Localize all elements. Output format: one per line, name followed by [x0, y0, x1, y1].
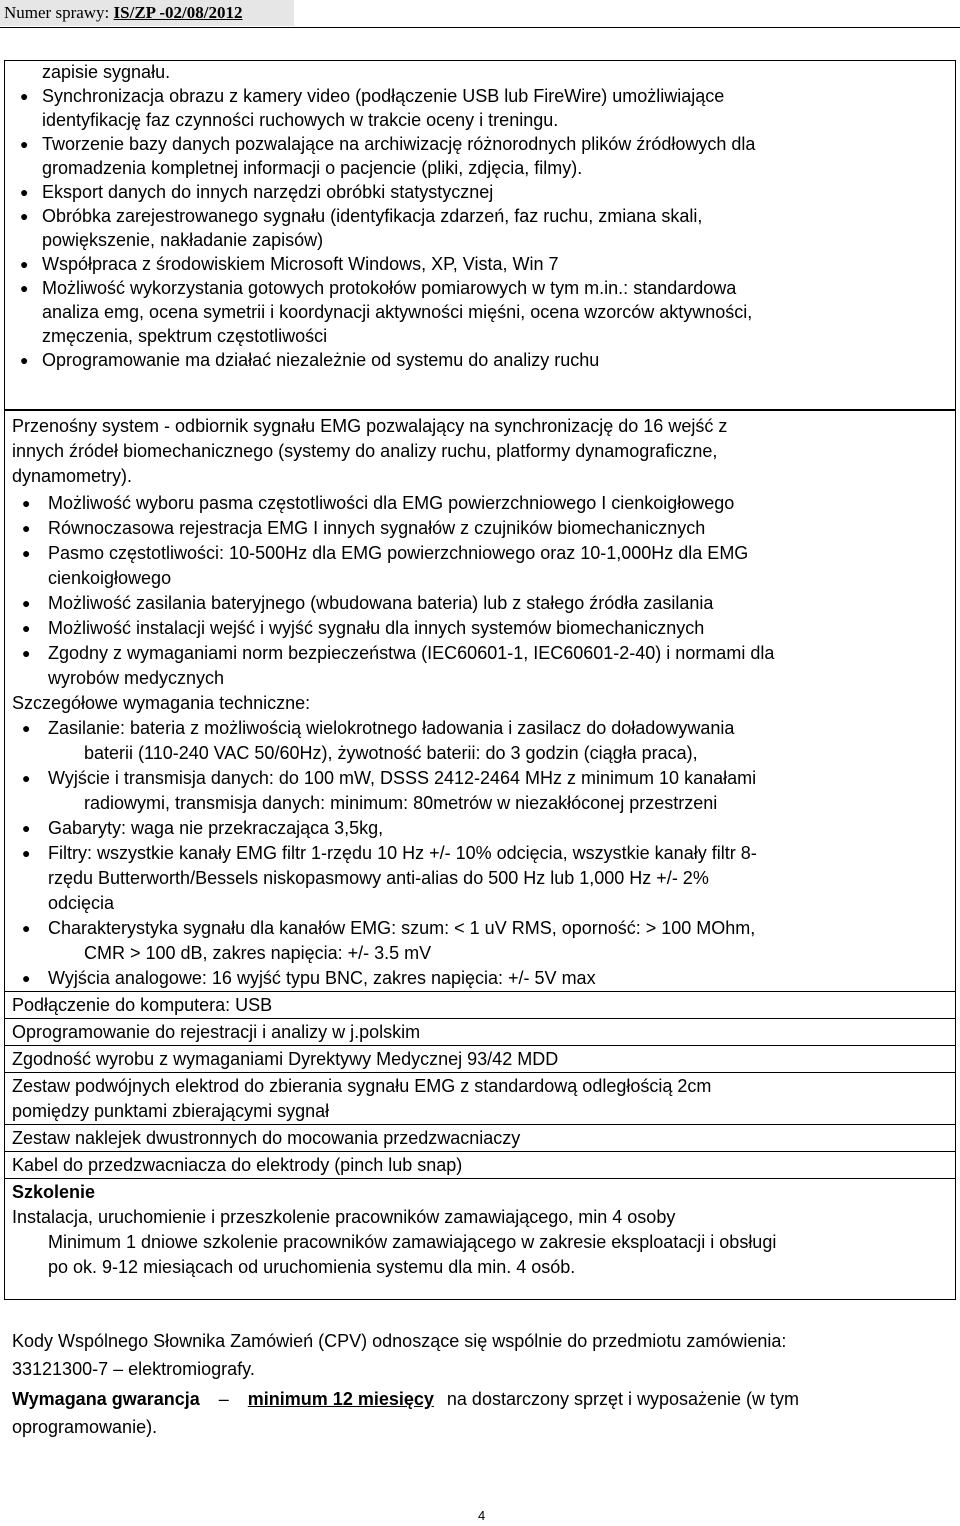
list-item: Charakterystyka sygnału dla kanałów EMG: szum: < 1 uV RMS, oporność: > 100 MOhm, [48, 918, 756, 938]
list-item: radiowymi, transmisja danych: minimum: 80metrów w niezakłóconej przestrzeni [84, 793, 718, 813]
row-divider [4, 1072, 956, 1073]
training-line: po ok. 9-12 miesiącach od uruchomienia systemu dla min. 4 osób. [48, 1257, 576, 1277]
training-line: Instalacja, uruchomienie i przeszkolenie pracowników zamawiającego, min 4 osoby [12, 1207, 676, 1227]
warranty-label: Wymagana gwarancja [12, 1389, 200, 1409]
list-item: Zasilanie: bateria z możliwością wielokrotnego ładowania i zasilacz do doładowywania [48, 718, 735, 738]
warranty-value: minimum 12 miesięcy [247, 1389, 434, 1409]
list-item: Tworzenie bazy danych pozwalające na archiwizację różnorodnych plików źródłowych dla [42, 134, 756, 154]
bullet-icon: ● [22, 720, 31, 736]
list-item: Eksport danych do innych narzędzi obróbki statystycznej [42, 182, 494, 202]
list-item: Zgodny z wymaganiami norm bezpieczeństwa (IEC60601-1, IEC60601-2-40) i normami dla [48, 643, 775, 663]
list-item: zmęczenia, spektrum częstotliwości [42, 326, 328, 346]
row-divider [4, 1178, 956, 1179]
table-row: Zgodność wyrobu z wymaganiami Dyrektywy Medycznej 93/42 MDD [12, 1049, 559, 1069]
bullet-icon: ● [20, 256, 29, 272]
list-item: Obróbka zarejestrowanego sygnału (identyfikacja zdarzeń, faz ruchu, zmiana skali, [42, 206, 703, 226]
list-item: Wyjście i transmisja danych: do 100 mW, DSSS 2412-2464 MHz z minimum 10 kanałami [48, 768, 757, 788]
table-row: pomiędzy punktami zbierającymi sygnał [12, 1101, 330, 1121]
bullet-icon: ● [22, 595, 31, 611]
bullet-icon: ● [20, 280, 29, 296]
bullet-icon: ● [22, 820, 31, 836]
warranty-line-2: oprogramowanie). [12, 1417, 158, 1437]
row-divider [4, 1018, 956, 1019]
list-item: identyfikację faz czynności ruchowych w trakcie oceny i treningu. [42, 110, 559, 130]
list-item: analiza emg, ocena symetrii i koordynacji aktywności mięśni, ocena wzorców aktywności, [42, 302, 753, 322]
list-item: Oprogramowanie ma działać niezależnie od systemu do analizy ruchu [42, 350, 600, 370]
bullet-icon: ● [22, 495, 31, 511]
table-row: Kabel do przedzwacniacza do elektrody (pinch lub snap) [12, 1155, 463, 1175]
row-divider [4, 991, 956, 992]
list-item: Możliwość instalacji wejść i wyjść sygnału dla innych systemów biomechanicznych [48, 618, 705, 638]
bullet-icon: ● [22, 970, 31, 986]
list-item: Możliwość zasilania bateryjnego (wbudowana bateria) lub z stałego źródła zasilania [48, 593, 714, 613]
list-item: wyrobów medycznych [48, 668, 225, 688]
header-divider [0, 27, 960, 28]
bullet-icon: ● [20, 208, 29, 224]
bullet-icon: ● [22, 520, 31, 536]
bullet-icon: ● [22, 920, 31, 936]
tech-heading: Szczegółowe wymagania techniczne: [12, 693, 311, 713]
list-item: Wyjścia analogowe: 16 wyjść typu BNC, zakres napięcia: +/- 5V max [48, 968, 596, 988]
text-line: zapisie sygnału. [42, 62, 171, 82]
bullet-icon: ● [22, 645, 31, 661]
list-item: Możliwość wyboru pasma częstotliwości dla EMG powierzchniowego I cienkoigłowego [48, 493, 735, 513]
row-divider [4, 1124, 956, 1125]
case-number-value: IS/ZP -02/08/2012 [113, 3, 243, 22]
list-item: Synchronizacja obrazu z kamery video (podłączenie USB lub FireWire) umożliwiające [42, 86, 725, 106]
list-item: cienkoigłowego [48, 568, 172, 588]
case-number-header [0, 0, 294, 26]
list-item: Współpraca z środowiskiem Microsoft Windows, XP, Vista, Win 7 [42, 254, 559, 274]
warranty-dash: – [218, 1389, 229, 1409]
text-line: Przenośny system - odbiornik sygnału EMG pozwalający na synchronizację do 16 wejść z [12, 416, 728, 436]
table-row: Oprogramowanie do rejestracji i analizy w j.polskim [12, 1022, 421, 1042]
training-heading: Szkolenie [12, 1182, 96, 1202]
list-item: rzędu Butterworth/Bessels niskopasmowy anti-alias do 500 Hz lub 1,000 Hz +/- 2% [48, 868, 709, 888]
list-item: Gabaryty: waga nie przekraczająca 3,5kg, [48, 818, 384, 838]
bullet-icon: ● [20, 352, 29, 368]
list-item: Równoczasowa rejestracja EMG I innych sygnałów z czujników biomechanicznych [48, 518, 706, 538]
list-item: CMR > 100 dB, zakres napięcia: +/- 3.5 mV [84, 943, 432, 963]
training-line: Minimum 1 dniowe szkolenie pracowników zamawiającego w zakresie eksploatacji i obsługi [48, 1232, 777, 1252]
bullet-icon: ● [20, 88, 29, 104]
list-item: Możliwość wykorzystania gotowych protokołów pomiarowych w tym m.in.: standardowa [42, 278, 737, 298]
list-item: Pasmo częstotliwości: 10-500Hz dla EMG powierzchniowego oraz 10-1,000Hz dla EMG [48, 543, 749, 563]
bullet-icon: ● [22, 545, 31, 561]
case-number-label: Numer sprawy: [4, 3, 110, 22]
page-number: 4 [478, 1508, 486, 1523]
text-line: dynamometry). [12, 466, 133, 486]
list-item: Filtry: wszystkie kanały EMG filtr 1-rzędu 10 Hz +/- 10% odcięcia, wszystkie kanały filtr 8- [48, 843, 757, 863]
text-line: innych źródeł biomechanicznego (systemy do analizy ruchu, platformy dynamograficzne, [12, 441, 718, 461]
cpv-line-2: 33121300-7 – elektromiografy. [12, 1359, 255, 1379]
warranty-line-1 [12, 1386, 799, 1412]
list-item: baterii (110-240 VAC 50/60Hz), żywotność baterii: do 3 godzin (ciągła praca), [84, 743, 698, 763]
row-divider [4, 1045, 956, 1046]
table-row: Podłączenie do komputera: USB [12, 995, 273, 1015]
table-row: Zestaw podwójnych elektrod do zbierania sygnału EMG z standardową odległością 2cm [12, 1076, 712, 1096]
row-divider [4, 1151, 956, 1152]
list-item: powiększenie, nakładanie zapisów) [42, 230, 324, 250]
cpv-line-1: Kody Wspólnego Słownika Zamówień (CPV) odnoszące się wspólnie do przedmiotu zamówienia: [12, 1331, 787, 1351]
bullet-icon: ● [22, 845, 31, 861]
warranty-rest: na dostarczony sprzęt i wyposażenie (w tym [446, 1389, 800, 1409]
bullet-icon: ● [20, 136, 29, 152]
list-item: odcięcia [48, 893, 115, 913]
list-item: gromadzenia kompletnej informacji o pacjencie (pliki, zdjęcia, filmy). [42, 158, 583, 178]
table-row: Zestaw naklejek dwustronnych do mocowania przedzwacniaczy [12, 1128, 521, 1148]
bullet-icon: ● [22, 620, 31, 636]
bullet-icon: ● [22, 770, 31, 786]
bullet-icon: ● [20, 184, 29, 200]
